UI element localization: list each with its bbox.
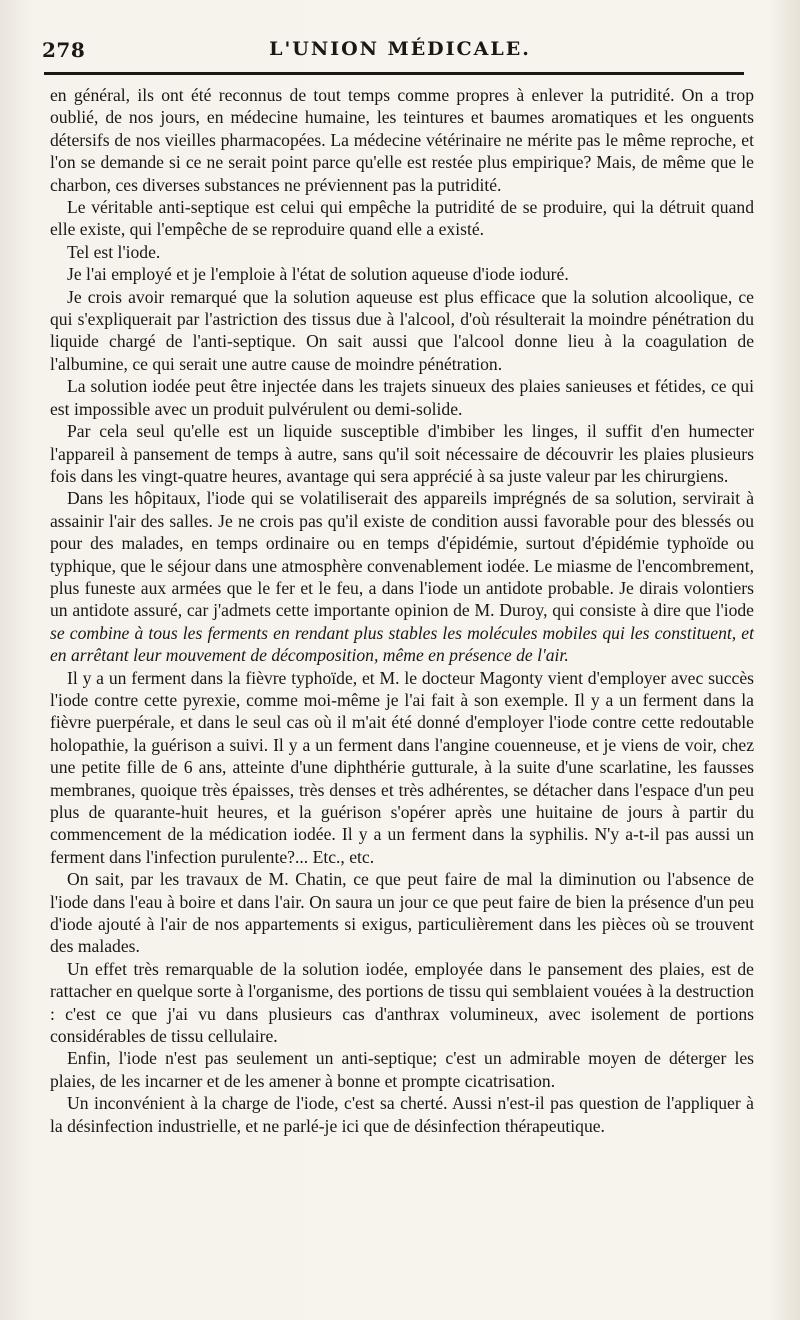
- paragraph: Tel est l'iode.: [67, 241, 161, 262]
- journal-title: L'UNION MÉDICALE.: [269, 38, 531, 60]
- header-rule: [44, 72, 744, 75]
- paragraph: Enfin, l'iode n'est pas seulement un anti-septique; c'est un admirable moyen de déterger les plaies, de les incarner et de les amener à bonne et prompte cicatrisation.: [50, 1048, 754, 1091]
- paragraph: Un effet très remarquable de la solution iodée, employée dans le pansement des plaies, est de rattacher en quelque sorte à l'organisme, des portions de tissu qui semblaient vouées à la destruction : c'est ce que j'ai vu dans plusieurs cas d'anthrax volumineux, avec isolement de portions considérables de tissu cellulaire.: [50, 958, 754, 1047]
- paragraph: On sait, par les travaux de M. Chatin, ce que peut faire de mal la diminution ou l'absence de l'iode dans l'eau à boire et dans l'air. On saura un jour ce que peut faire de bien la présence d'un peu d'iode ajouté à l'air de nos appartements si exigus, particulièrement dans les pièces où se trouvent des malades.: [50, 869, 754, 957]
- paragraph: Le véritable anti-septique est celui qui empêche la putridité de se produire, qui la détruit quand elle existe, qui l'empêche de se reproduire quand elle a existé.: [50, 197, 754, 240]
- paragraph: La solution iodée peut être injectée dans les trajets sinueux des plaies sanieuses et fétides, ce qui est impossible avec un produit pulvérulent ou demi-solide.: [50, 376, 754, 419]
- page-number: 278: [42, 38, 86, 62]
- paragraph-iode-atmosphere: [50, 487, 754, 666]
- paragraph: Par cela seul qu'elle est un liquide susceptible d'imbiber les linges, il suffit d'en humecter l'appareil à pansement de temps à autre, sans qu'il soit nécessaire de découvrir les plaies plusieurs fois dans les vingt-quatre heures, avantage qui sera apprécié à sa juste valeur par les chirurgiens.: [50, 421, 754, 486]
- paragraph-text: Dans les hôpitaux, l'iode qui se volatiliserait des appareils imprégnés de sa solution, servirait à assainir l'air des salles. Je ne crois pas qu'il existe de condition aussi favorable pour des blessés ou pour des malades, en temps ordinaire ou en temps d'épidémie, surtout d'épidémie typhoïde ou typhique, que le séjour dans une atmosphère convenablement iodée. Le miasme de l'encombrement, plus funeste aux armées que le fer et le feu, a dans l'iode un antidote probable. Je dirais volontiers un antidote assuré, car j'admets cette importante opinion de M. Duroy, qui consiste à dire que l'iode: [50, 488, 754, 621]
- running-header: [40, 34, 760, 60]
- paragraph: Un inconvénient à la charge de l'iode, c'est sa cherté. Aussi n'est-il pas question de l'appliquer à la désinfection industrielle, et ne parlé-je ici que de désinfection thérapeutique.: [50, 1093, 754, 1136]
- article-body: [50, 84, 754, 1137]
- paragraph: Il y a un ferment dans la fièvre typhoïde, et M. le docteur Magonty vient d'employer avec succès l'iode contre cette pyrexie, comme moi-même je l'ai fait à son exemple. Il y a un ferment dans la fièvre puerpérale, et dans le seul cas où il m'ait été donné d'employer l'iode contre cette redoutable holopathie, la guérison a suivi. Il y a un ferment dans l'angine couenneuse, et je viens de voir, chez une petite fille de 6 ans, atteinte d'une diphthérie gutturale, à la suite d'une scarlatine, les fausses membranes, quoique très épaisses, très denses et très adhérentes, se détacher dans l'espace d'un peu plus de quarante-huit heures, et la guérison s'opérer après une huitaine de jours à partir du commencement de la médication iodée. Il y a un ferment dans la syphilis. N'y a-t-il pas aussi un ferment dans l'infection purulente?... Etc., etc.: [50, 667, 754, 867]
- italic-quotation: se combine à tous les ferments en rendant plus stables les molécules mobiles qui les constituent, et en arrêtant leur mouvement de décomposition, même en présence de l'air.: [50, 622, 754, 666]
- paragraph: Je crois avoir remarqué que la solution aqueuse est plus efficace que la solution alcoolique, ce qui s'expliquerait par l'astriction des tissus due à l'alcool, d'où résulterait la moindre pénétration du liquide chargé de l'anti-septique. On sait aussi que l'alcool donne lieu à la coagulation de l'albumine, ce qui serait une autre cause de moindre pénétration.: [50, 286, 754, 374]
- paragraph: en général, ils ont été reconnus de tout temps comme propres à enlever la putridité. On a trop oublié, de nos jours, en médecine humaine, les teintures et baumes aromatiques et les onguents détersifs de nos vieilles pharmacopées. La médecine vétérinaire ne mérite pas le même reproche, et l'on se demande si ce ne serait point parce qu'elle est restée plus empirique? Mais, de même que le charbon, ces diverses substances ne préviennent pas la putridité.: [50, 85, 754, 195]
- paragraph: Je l'ai employé et je l'emploie à l'état de solution aqueuse d'iode ioduré.: [67, 264, 569, 285]
